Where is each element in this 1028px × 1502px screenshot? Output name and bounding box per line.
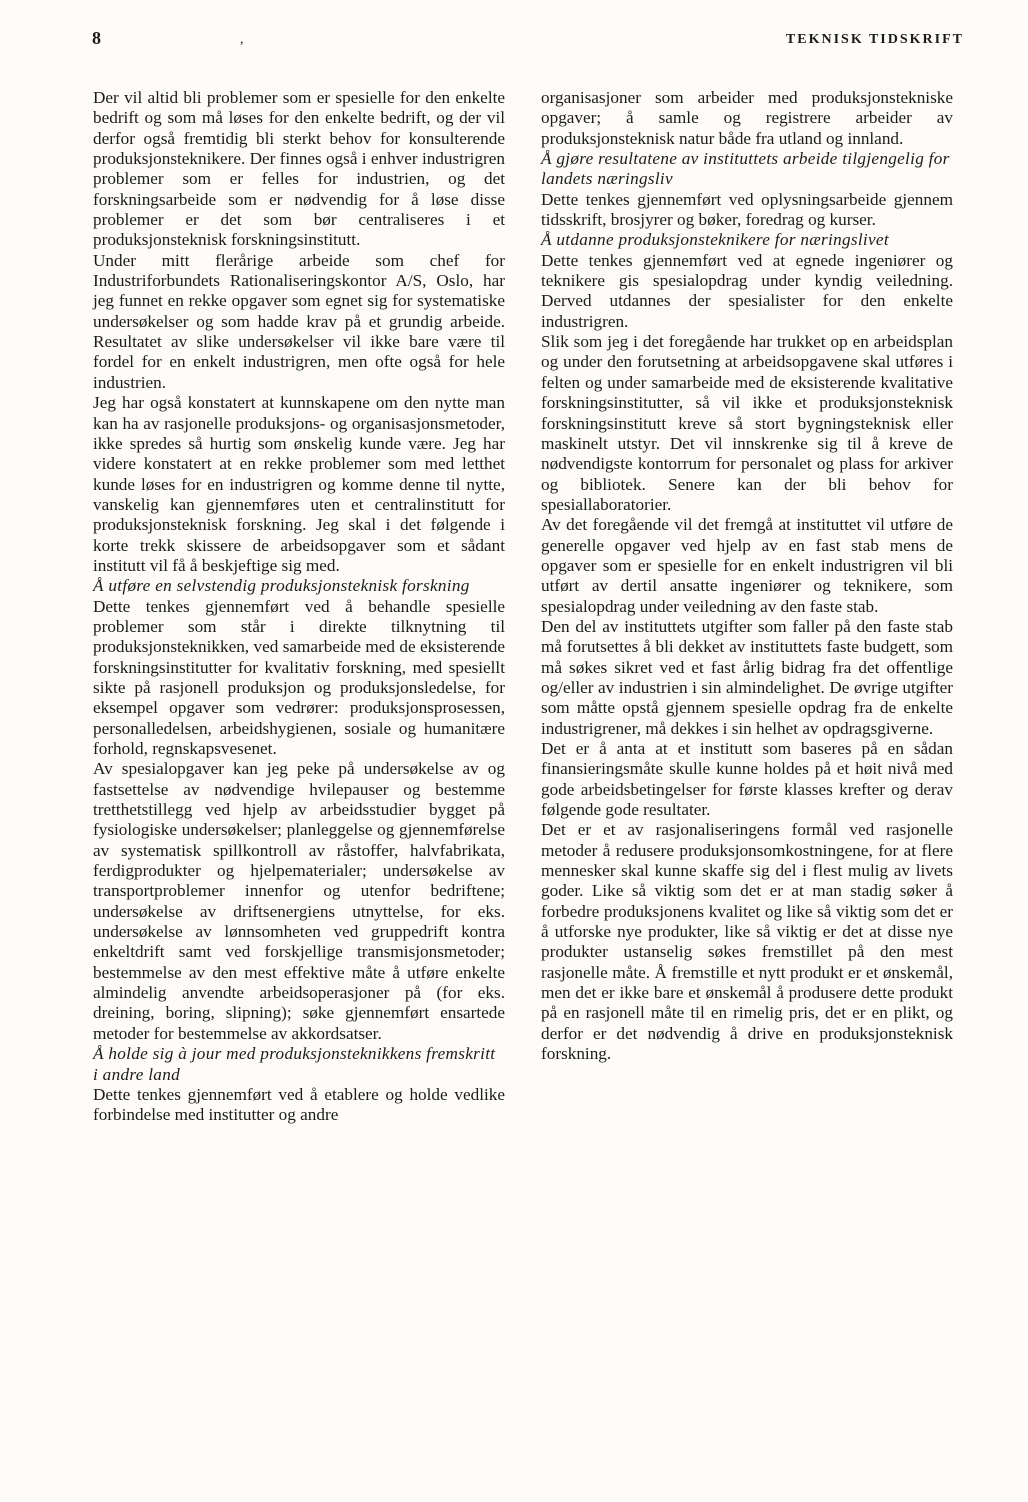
header-mark: , bbox=[240, 32, 244, 47]
paragraph: Det er et av rasjonaliseringens formål ved rasjonelle metoder å redusere produksjonsomkostningene, for at flere mennesker skal kunne skaffe sig del i flest mulig av livets goder. Like så viktig som det er at man stadig søker å forbedre produksjonens kvalitet og like så viktig som det er å utforske nye produkter, like så viktig er det at disse nye produkter ustanselig søkes fremstillet på den mest rasjonelle måte. Å fremstille et nytt produkt er et ønskemål, men det er ikke bare et ønskemål å produsere dette produkt på en rasjonell måte til en rimelig pris, det er en plikt, og derfor er det nødvendig å drive en produksjonsteknisk forskning. bbox=[541, 820, 953, 1064]
paragraph: Dette tenkes gjennemført ved å etablere og holde vedlike forbindelse med institutter og andre bbox=[93, 1084, 505, 1125]
section-heading: Å gjøre resultatene av instituttets arbeide tilgjengelig for landets næringsliv bbox=[541, 149, 950, 189]
paragraph: Dette tenkes gjennemført ved at egnede ingeniører og teknikere gis spesialopdrag under kyndig veiledning. Derved utdannes der spesialister for den enkelte industrigren. bbox=[541, 250, 953, 331]
paragraph: Av spesialopgaver kan jeg peke på undersøkelse av og fastsettelse av nødvendige hvilepauser og bestemme tretthetstillegg ved hjelp av arbeidsstudier bygget på fysiologiske undersøkelser; planleggelse og gjennemførelse av systematisk spillkontroll av råstoffer, halvfabrikata, ferdigprodukter og hjelpematerialer; undersøkelse av transportproblemer innenfor og utenfor bedriftene; undersøkelse av driftsenergiens utnyttelse, for eks. undersøkelse av lønnsomheten ved gruppedrift kontra enkeltdrift samt ved forskjellige transmisjonsmetoder; bestemmelse av den mest effektive måte å utføre enkelte almindelig anvendte arbeidsoperasjoner på (for eks. dreining, boring, slipning); søke gjennemført ensartede metoder for bestemmelse av akkordsatser. bbox=[93, 759, 505, 1043]
page-header bbox=[92, 28, 964, 52]
paragraph: Dette tenkes gjennemført ved oplysningsarbeide gjennem tidsskrift, brosjyrer og bøker, foredrag og kurser. bbox=[541, 189, 953, 230]
section-heading: Å utdanne produksjonsteknikere for næringslivet bbox=[541, 230, 889, 250]
section-heading: Å holde sig à jour med produksjonsteknikkens fremskritt i andre land bbox=[93, 1044, 496, 1084]
paragraph: Den del av instituttets utgifter som faller på den faste stab må forutsettes å bli dekket av instituttets faste budgett, som må søkes sikret ved et fast årlig bidrag fra det offentlige og/eller av industrien i sin almindelighet. De øvrige utgifter som måtte opstå gjennem spesielle opdrag fra de enkelte industrigrener, må dekkes i sin helhet av opdragsgiverne. bbox=[541, 616, 953, 738]
paragraph: Der vil altid bli problemer som er spesielle for den enkelte bedrift og som må løses for den enkelte bedrift, og der vil derfor også fremtidig bli sterkt behov for konsulterende produksjonsteknikere. Der finnes også i enhver industrigren problemer som er felles for industrien, og det forskningsarbeide som er nødvendig for å løse disse problemer er det som bør centraliseres i et produksjonsteknisk forskningsinstitutt. bbox=[93, 88, 505, 250]
right-column bbox=[541, 88, 953, 1065]
journal-title: TEKNISK TIDSKRIFT bbox=[785, 32, 964, 47]
paragraph: Dette tenkes gjennemført ved å behandle spesielle problemer som står i direkte tilknytning til produksjonsteknikken, ved samarbeide med de eksisterende forskningsinstitutter for kvalitativ forskning, med spesiellt sikte på rasjonell produksjon og produksjonsledelse, for eksempel opgaver som vedrører: produksjonsprosessen, personalledelsen, arbeidshygienen, sosiale og humanitære forhold, regnskapsvesenet. bbox=[93, 596, 505, 758]
page-number: 8 bbox=[92, 28, 101, 48]
paragraph: organisasjoner som arbeider med produksjonstekniske opgaver; å samle og registrere arbeider av produksjonsteknisk natur både fra utland og innland. bbox=[541, 88, 953, 148]
paragraph: Jeg har også konstatert at kunnskapene om den nytte man kan ha av rasjonelle produksjons- og organisasjonsmetoder, ikke spredes så hurtig som ønskelig kunde være. Jeg har videre konstatert at en rekke problemer som med letthet kunde løses for en industrigren og komme denne til nytte, vanskelig kan gjennemføres uten et centralinstitutt for produksjonsteknisk forskning. Jeg skal i det følgende i korte trekk skissere de arbeidsopgaver som et sådant institutt vil få å beskjeftige sig med. bbox=[93, 393, 505, 575]
left-column bbox=[93, 88, 505, 1126]
paragraph: Av det foregående vil det fremgå at instituttet vil utføre de generelle opgaver ved hjelp av en fast stab mens de opgaver som er spesielle for en enkelt industrigren vil bli utført av dertil ansatte ingeniører og teknikere, som spesialopdrag under veiledning av den faste stab. bbox=[541, 515, 953, 616]
section-heading: Å utføre en selvstendig produksjonsteknisk forskning bbox=[93, 576, 470, 596]
paragraph: Under mitt flerårige arbeide som chef for Industriforbundets Rationaliseringskontor A/S, Oslo, har jeg funnet en rekke opgaver som egnet sig for systematiske undersøkelser og som hadde krav på et grundig arbeide. Resultatet av slike undersøkelser vil ikke bare være til fordel for en enkelt industrigren, men ofte også for hele industrien. bbox=[93, 250, 505, 392]
paragraph: Slik som jeg i det foregående har trukket op en arbeidsplan og under den forutsetning at arbeidsopgavene skal utføres i felten og under samarbeide med de eksisterende kvalitative forskningsinstitutter, så vil ikke et produksjonsteknisk forskningsinstitutt kreve så stort bygningsteknisk eller maskinelt utstyr. Det vil innskrenke sig til å kreve de nødvendigste kontorrum for personalet og plass for arkiver og bibliotek. Senere kan der bli behov for spesiallaboratorier. bbox=[541, 332, 953, 514]
paragraph: Det er å anta at et institutt som baseres på en sådan finansieringsmåte skulle kunne holdes på et høit nivå med gode arbeidsbetingelser for første klasses krefter og derav følgende gode resultater. bbox=[541, 739, 953, 820]
